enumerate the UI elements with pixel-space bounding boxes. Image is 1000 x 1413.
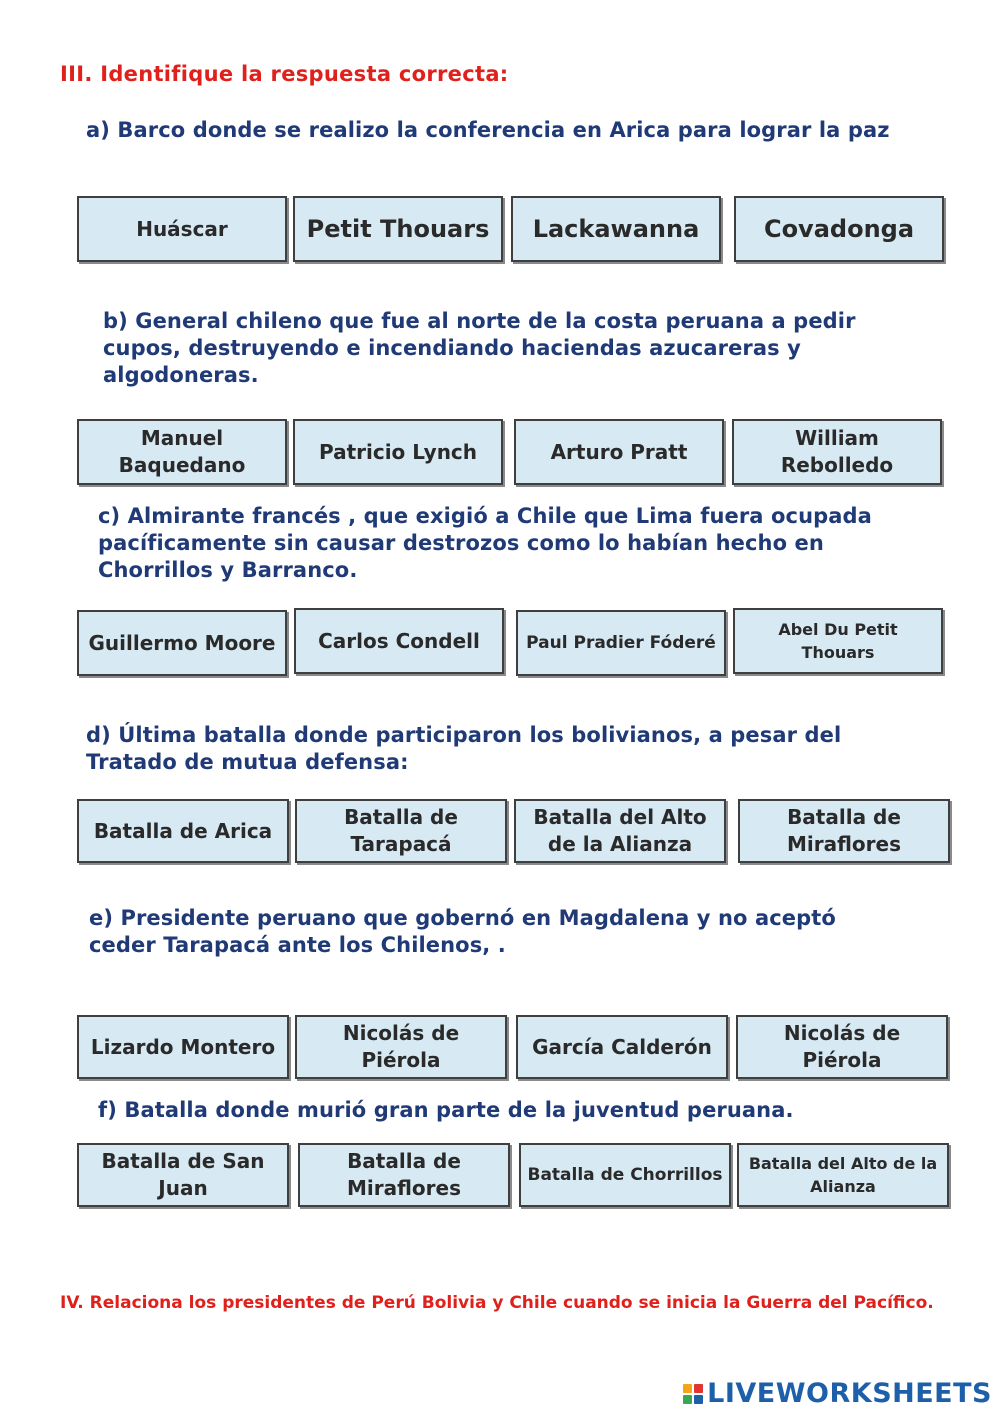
option-a-2[interactable]: Petit Thouars bbox=[293, 196, 503, 262]
option-d-1[interactable]: Batalla de Arica bbox=[77, 799, 289, 863]
option-e-4[interactable]: Nicolás de Piérola bbox=[736, 1015, 948, 1079]
option-e-1[interactable]: Lizardo Montero bbox=[77, 1015, 289, 1079]
option-b-1[interactable]: Manuel Baquedano bbox=[77, 419, 287, 485]
section-4-title: IV. Relaciona los presidentes de Perú Bolivia y Chile cuando se inicia la Guerra del Pacífico. bbox=[60, 1293, 934, 1313]
option-b-3[interactable]: Arturo Pratt bbox=[514, 419, 724, 485]
question-b-prompt: b) General chileno que fue al norte de la costa peruana a pedir cupos, destruyendo e incendiando haciendas azucareras y algodoneras. bbox=[103, 309, 856, 387]
question-e-prompt: e) Presidente peruano que gobernó en Magdalena y no aceptó ceder Tarapacá ante los Chilenos, . bbox=[89, 906, 836, 957]
brand-name: LIVEWORKSHEETS bbox=[707, 1378, 992, 1409]
option-b-2[interactable]: Patricio Lynch bbox=[293, 419, 503, 485]
question-d-prompt: d) Última batalla donde participaron los bolivianos, a pesar del Tratado de mutua defensa: bbox=[86, 723, 842, 774]
question-f-prompt: f) Batalla donde murió gran parte de la juventud peruana. bbox=[98, 1098, 794, 1122]
option-e-3[interactable]: García Calderón bbox=[516, 1015, 728, 1079]
option-e-2[interactable]: Nicolás de Piérola bbox=[295, 1015, 507, 1079]
logo-grid-icon bbox=[683, 1384, 703, 1404]
option-c-1[interactable]: Guillermo Moore bbox=[77, 610, 287, 676]
option-a-3[interactable]: Lackawanna bbox=[511, 196, 721, 262]
option-c-2[interactable]: Carlos Condell bbox=[294, 608, 504, 674]
option-f-3[interactable]: Batalla de Chorrillos bbox=[519, 1143, 731, 1207]
option-d-2[interactable]: Batalla de Tarapacá bbox=[295, 799, 507, 863]
option-d-4[interactable]: Batalla de Miraflores bbox=[738, 799, 950, 863]
option-f-2[interactable]: Batalla de Miraflores bbox=[298, 1143, 510, 1207]
option-a-4[interactable]: Covadonga bbox=[734, 196, 944, 262]
option-a-1[interactable]: Huáscar bbox=[77, 196, 287, 262]
option-b-4[interactable]: William Rebolledo bbox=[732, 419, 942, 485]
question-a-prompt: a) Barco donde se realizo la conferencia en Arica para lograr la paz bbox=[86, 118, 890, 142]
option-f-1[interactable]: Batalla de San Juan bbox=[77, 1143, 289, 1207]
option-c-3[interactable]: Paul Pradier Fóderé bbox=[516, 610, 726, 676]
option-f-4[interactable]: Batalla del Alto de la Alianza bbox=[737, 1143, 949, 1207]
question-c-prompt: c) Almirante francés , que exigió a Chile que Lima fuera ocupada pacíficamente sin causar destrozos como lo habían hecho en Chorrillos y Barranco. bbox=[98, 504, 872, 582]
section-3-title: III. Identifique la respuesta correcta: bbox=[60, 62, 509, 86]
option-d-3[interactable]: Batalla del Alto de la Alianza bbox=[514, 799, 726, 863]
option-c-4[interactable]: Abel Du Petit Thouars bbox=[733, 608, 943, 674]
liveworksheets-logo[interactable] bbox=[683, 1378, 992, 1409]
